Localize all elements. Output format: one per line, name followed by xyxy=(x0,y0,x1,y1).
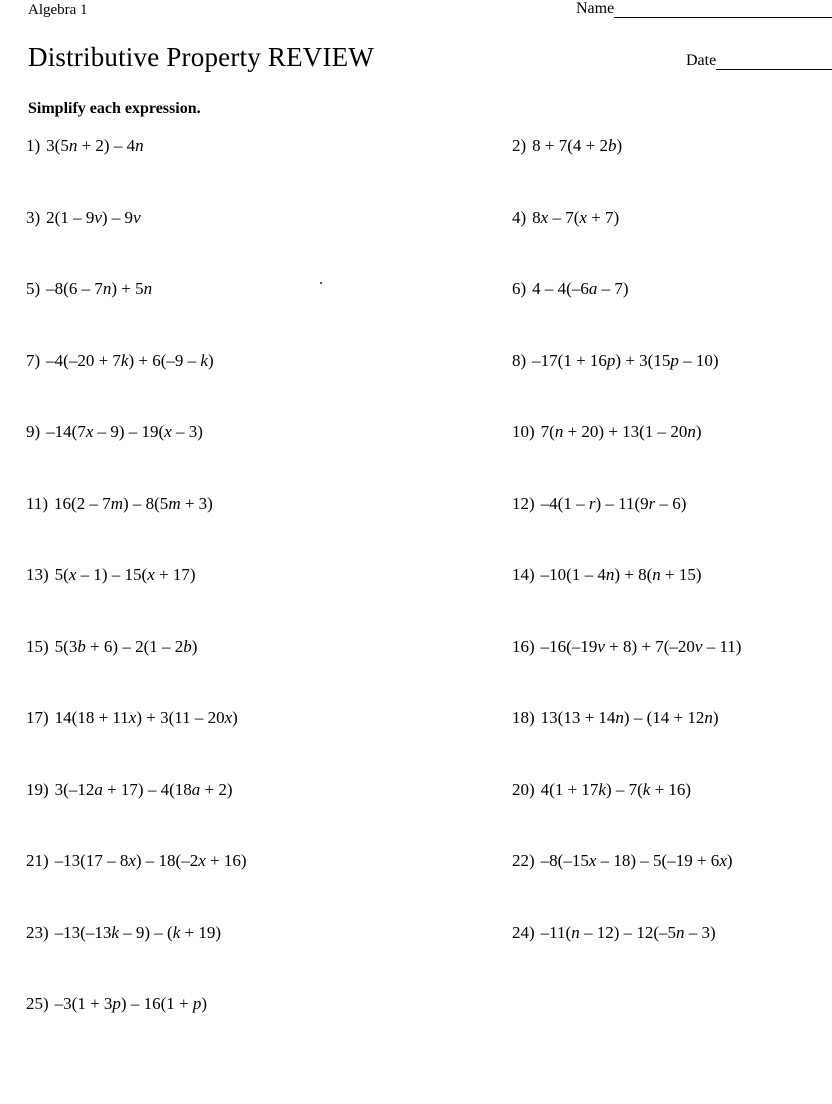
problem-item xyxy=(26,136,144,156)
problem-number: 9) xyxy=(26,422,41,441)
problem-item xyxy=(26,494,213,514)
problem-number: 1) xyxy=(26,136,41,155)
problem-number: 12) xyxy=(512,493,535,513)
problem-expression: –3(1 + 3p) – 16(1 + p) xyxy=(54,994,208,1013)
problem-expression: 3(5n + 2) – 4n xyxy=(46,136,144,155)
problem-row xyxy=(0,780,832,852)
problem-item xyxy=(26,708,238,728)
problem-expression: –10(1 – 4n) + 8(n + 15) xyxy=(540,565,702,584)
problem-number: 4) xyxy=(512,207,527,227)
problem-number: 5) xyxy=(26,279,41,298)
problem-expression: 4 – 4(–6a – 7) xyxy=(532,279,629,298)
problem-item xyxy=(26,923,221,943)
problem-number: 23) xyxy=(26,922,49,942)
problem-number: 3) xyxy=(26,207,41,227)
problem-expression: 3(–12a + 17) – 4(18a + 2) xyxy=(54,779,233,799)
problem-row xyxy=(0,494,832,566)
problem-item xyxy=(26,351,214,371)
problem-item xyxy=(26,994,207,1014)
date-field[interactable] xyxy=(686,52,832,70)
problem-expression: 5(x – 1) – 15(x + 17) xyxy=(54,565,196,584)
problem-row xyxy=(0,565,832,637)
problem-row xyxy=(0,136,832,208)
problem-row xyxy=(0,923,832,995)
problem-expression: –16(–19v + 8) + 7(–20v – 11) xyxy=(540,636,742,656)
problem-number: 2) xyxy=(512,136,527,155)
problem-number: 15) xyxy=(26,636,49,656)
problem-item xyxy=(512,780,691,800)
problem-expression: –17(1 + 16p) + 3(15p – 10) xyxy=(532,350,719,370)
name-field[interactable] xyxy=(576,0,832,18)
date-label: Date xyxy=(686,52,717,69)
problem-expression: 14(18 + 11x) + 3(11 – 20x) xyxy=(54,708,238,727)
problem-item xyxy=(26,851,247,871)
problem-number: 24) xyxy=(512,922,535,942)
problem-row xyxy=(0,351,832,423)
problem-item xyxy=(512,422,702,442)
problem-expression: –4(1 – r) – 11(9r – 6) xyxy=(540,493,687,513)
problem-row xyxy=(0,279,832,351)
problem-number: 19) xyxy=(26,779,49,799)
problem-expression: –4(–20 + 7k) + 6(–9 – k) xyxy=(46,350,214,370)
problem-item xyxy=(26,637,197,657)
problem-expression: –11(n – 12) – 12(–5n – 3) xyxy=(540,922,716,942)
problem-number: 8) xyxy=(512,350,527,370)
problem-expression: –13(17 – 8x) – 18(–2x + 16) xyxy=(54,851,247,870)
problem-expression: 5(3b + 6) – 2(1 – 2b) xyxy=(54,636,198,656)
problem-expression: 2(1 – 9v) – 9v xyxy=(46,207,141,227)
problem-item xyxy=(26,565,196,585)
problem-expression: –13(–13k – 9) – (k + 19) xyxy=(54,922,222,942)
problem-item xyxy=(512,494,686,514)
problem-row xyxy=(0,637,832,709)
problem-expression: 8x – 7(x + 7) xyxy=(532,207,620,227)
problem-item xyxy=(512,708,719,728)
problem-item xyxy=(512,208,619,228)
problem-expression: 8 + 7(4 + 2b) xyxy=(532,136,623,155)
instruction-text: Simplify each expression. xyxy=(28,100,201,117)
problem-row xyxy=(0,708,832,780)
problem-expression: –8(–15x – 18) – 5(–19 + 6x) xyxy=(540,851,733,870)
problem-expression: 4(1 + 17k) – 7(k + 16) xyxy=(540,779,692,799)
problem-item xyxy=(512,923,716,943)
problem-number: 11) xyxy=(26,493,49,513)
problem-number: 18) xyxy=(512,708,535,727)
problem-expression: –8(6 – 7n) + 5n xyxy=(46,279,153,298)
problem-item xyxy=(26,208,141,228)
problem-number: 17) xyxy=(26,708,49,727)
problem-item xyxy=(26,780,233,800)
problem-number: 25) xyxy=(26,994,49,1013)
problem-expression: –14(7x – 9) – 19(x – 3) xyxy=(46,422,203,441)
problem-item xyxy=(26,422,203,442)
problem-row xyxy=(0,208,832,280)
course-name: Algebra 1 xyxy=(28,2,88,18)
problem-item xyxy=(512,851,733,871)
problem-item xyxy=(512,351,719,371)
problem-number: 22) xyxy=(512,851,535,870)
problem-expression: 13(13 + 14n) – (14 + 12n) xyxy=(540,708,719,727)
problem-number: 7) xyxy=(26,350,41,370)
problem-number: 21) xyxy=(26,851,49,870)
problem-item xyxy=(512,136,622,156)
page-title: Distributive Property REVIEW xyxy=(28,42,375,72)
problem-number: 14) xyxy=(512,565,535,584)
problem-expression: 16(2 – 7m) – 8(5m + 3) xyxy=(54,493,213,513)
problem-row xyxy=(0,422,832,494)
problem-number: 10) xyxy=(512,422,535,441)
problem-item xyxy=(26,279,152,299)
problem-item xyxy=(512,279,629,299)
problem-number: 20) xyxy=(512,779,535,799)
problem-row xyxy=(0,851,832,923)
problem-expression: 7(n + 20) + 13(1 – 20n) xyxy=(540,422,702,441)
problem-list xyxy=(0,136,832,1066)
problem-item xyxy=(512,565,702,585)
problem-item xyxy=(512,637,741,657)
problem-number: 13) xyxy=(26,565,49,584)
problem-number: 16) xyxy=(512,636,535,656)
name-label: Name xyxy=(576,0,615,17)
name-blank-line[interactable] xyxy=(614,5,832,18)
date-blank-line[interactable] xyxy=(716,57,832,70)
problem-number: 6) xyxy=(512,279,527,298)
problem-row xyxy=(0,994,832,1066)
